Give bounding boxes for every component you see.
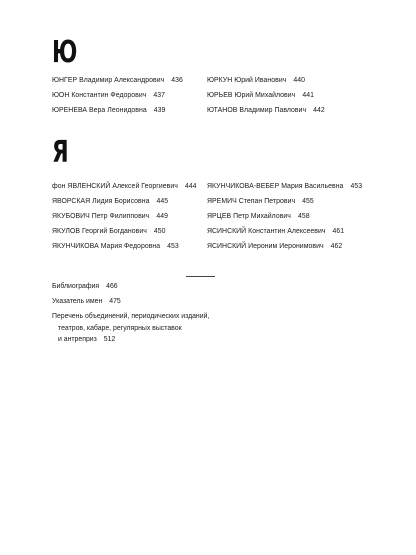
entry-name: ЮНГЕР Владимир Александрович	[52, 77, 165, 84]
entry-name: ЯКУНЧИКОВА Мария Федоровна	[52, 243, 161, 250]
index-column-ya-right	[207, 179, 362, 254]
entry-name: ЮТАНОВ Владимир Павлович	[207, 107, 307, 114]
appendix-page: 512	[103, 336, 116, 343]
entry-page: 436	[171, 77, 183, 84]
entry-name: ЯРЕМИЧ Степан Петрович	[207, 198, 296, 205]
entry-page: 444	[184, 183, 197, 190]
index-entry	[207, 88, 325, 103]
appendix-page: 466	[106, 283, 118, 290]
entry-page: 440	[293, 77, 306, 84]
entry-page: 461	[332, 228, 345, 235]
entry-page: 462	[330, 243, 343, 250]
entry-name: ЯКУЛОВ Георгий Богданович	[52, 228, 147, 235]
index-entry	[207, 103, 325, 118]
appendix-title-line: и антреприз	[58, 336, 97, 343]
entry-page: 453	[350, 183, 363, 190]
appendix-title-line: театров, кабаре, регулярных выставок	[58, 324, 182, 332]
entry-name: ЯКУНЧИКОВА-ВЕБЕР Мария Васильевна	[207, 183, 344, 190]
index-entry	[207, 239, 362, 254]
section-divider	[186, 276, 215, 277]
entry-page: 449	[156, 213, 168, 220]
entry-page: 458	[297, 213, 310, 220]
index-entry	[52, 103, 183, 118]
index-entry	[52, 73, 183, 88]
index-entry	[52, 179, 197, 194]
entry-page: 437	[153, 92, 166, 99]
appendix-title: Указатель имен	[52, 298, 103, 305]
index-column-ya-left	[52, 179, 197, 254]
appendix-entry-organizations	[52, 311, 209, 346]
index-entry	[207, 73, 325, 88]
entry-name: ЯСИНСКИЙ Константин Алексеевич	[207, 228, 326, 235]
index-entry	[207, 224, 362, 239]
entry-name: ЯКУБОВИЧ Петр Филиппович	[52, 213, 150, 220]
index-entry	[52, 209, 197, 224]
entry-name: ЮРЕНЕВА Вера Леонидовна	[52, 107, 147, 114]
entry-page: 453	[167, 243, 179, 250]
entry-name: ЯРЦЕВ Петр Михайлович	[207, 213, 291, 220]
index-entry	[52, 224, 197, 239]
index-entry	[52, 239, 197, 254]
index-entry	[207, 209, 362, 224]
index-entry	[207, 179, 362, 194]
section-letter-yu: Ю	[52, 35, 78, 70]
index-column-yu-right	[207, 73, 325, 118]
entry-name: ЯВОРСКАЯ Лидия Борисовна	[52, 198, 150, 205]
index-column-yu-left	[52, 73, 183, 118]
entry-page: 439	[153, 107, 166, 114]
entry-page: 441	[302, 92, 314, 99]
index-entry	[207, 194, 362, 209]
entry-page: 445	[156, 198, 169, 205]
entry-name: ЮРКУН Юрий Иванович	[207, 77, 287, 84]
appendix-title: Библиография	[52, 283, 100, 290]
entry-page: 455	[302, 198, 314, 205]
appendix-entry-bibliography	[52, 281, 209, 293]
entry-name: ЯСИНСКИЙ Иероним Иеронимович	[207, 243, 324, 250]
entry-page: 442	[313, 107, 325, 114]
section-letter-ya: Я	[52, 135, 69, 170]
index-entry	[52, 194, 197, 209]
appendix-page: 475	[109, 298, 121, 305]
entry-name: фон ЯВЛЕНСКИЙ Алексей Георгиевич	[52, 183, 178, 190]
entry-name: ЮОН Константин Федорович	[52, 92, 147, 99]
appendix-title-line: Перечень объединений, периодических изданий,	[52, 313, 210, 320]
index-entry	[52, 88, 183, 103]
appendix-list	[52, 281, 209, 349]
entry-name: ЮРЬЕВ Юрий Михайлович	[207, 92, 296, 99]
entry-page: 450	[153, 228, 166, 235]
appendix-entry-name-index	[52, 296, 209, 308]
